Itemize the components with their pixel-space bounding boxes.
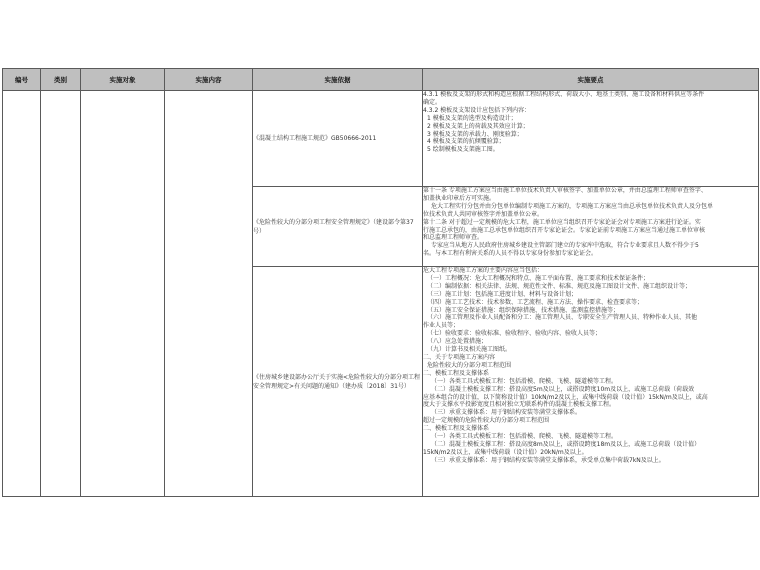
- point-line: 危大工程实行分包并由分包单位编制专项施工方案的，专项施工方案应当由总承包单位技术负责人及分包单: [431, 202, 714, 210]
- point-line: 名。与本工程有利害关系的人员不得以专家身份参加专家论证会。: [423, 250, 598, 258]
- header-content: 实施内容: [165, 69, 253, 91]
- point-line: 2 模板及支架上的荷载及其效应计算；: [427, 122, 529, 130]
- cell-content: [165, 91, 253, 497]
- cell-basis: 《混凝土结构工程施工规范》GB50666-2011: [253, 91, 423, 187]
- cell-basis: 《住房城乡建设部办公厅关于实施<危险性较大的分部分项工程安全管理规定>有关问题的通知》（建办质〔2018〕31号）: [253, 267, 423, 497]
- cell-points: [423, 91, 759, 187]
- point-line: （六）施工管理及作业人员配备和分工：施工管理人员、专职安全生产管理人员、特种作业人员、其他: [427, 314, 698, 322]
- header-points: 实施要点: [423, 69, 759, 91]
- point-line: （三）承重支撑体系：用于钢结构安装等满堂支撑体系，承受单点集中荷载7kN及以上。: [431, 456, 665, 464]
- point-line: 二、模板工程及支撑体系: [423, 369, 490, 377]
- point-line: 1 模板及支架的选型及构造设计；: [427, 114, 517, 122]
- point-line: （五）施工安全保证措施：组织保障措施、技术措施、监测监控措施等；: [427, 306, 620, 314]
- point-line: 位技术负责人共同审核签字并加盖单位公章。: [423, 210, 544, 218]
- point-line: （二）混凝土模板支撑工程：搭设高度5m及以上，或搭设跨度10m及以上，或施工总荷载（荷载效: [431, 385, 695, 393]
- point-line: 度大于支撑水平投影宽度且相对独立无联系构件的混凝土模板支撑工程。: [423, 401, 616, 409]
- point-line: 加盖执业印章后方可实施。: [423, 194, 496, 202]
- point-line: 应基本组合的设计值，以下简称设计值）10kN/m2及以上，或集中线荷载（设计值）15kN/m及以上，或高: [423, 393, 708, 401]
- point-line: 二、模板工程及支撑体系: [423, 425, 490, 433]
- point-line: 4.3.1 模板及支架的形式和构造应根据工程结构形式、荷载大小、地基土类别、施工设备和材料供应等条件: [423, 91, 705, 98]
- table-header-row: [3, 69, 759, 91]
- point-line: （一）各类工具式模板工程：包括滑模、爬模、飞模、隧道模等工程。: [431, 433, 618, 441]
- point-line: 3 模板及支架的承载力、刚度验算；: [427, 130, 523, 138]
- table-row: [3, 91, 759, 187]
- cell-object: [81, 91, 165, 497]
- point-line: 确定。: [423, 98, 442, 106]
- point-line: （九）计算书及相关施工图纸。: [427, 346, 512, 354]
- point-line: 超过一定规模的危险性较大的分部分项工程范围: [423, 417, 550, 425]
- point-line: 4.3.2 模板及支架设计应包括下列内容：: [423, 106, 531, 114]
- point-line: 15kN/m2及以上，或集中线荷载（设计值）20kN/m及以上。: [423, 448, 588, 456]
- header-no: 编号: [3, 69, 41, 91]
- cell-points: [423, 187, 759, 267]
- point-line: 第十二条 对于超过一定规模的危大工程，施工单位应当组织召开专家论证会对专项施工方案进行论证。实: [423, 218, 701, 226]
- point-line: （一）各类工具式模板工程：包括滑模、爬模、飞模、隧道模等工程。: [431, 377, 618, 385]
- point-line: （八）应急处置措施；: [427, 338, 488, 346]
- point-line: 专家应当从地方人民政府住房城乡建设主管部门建立的专家库中选取，符合专业要求且人数不得少于5: [431, 242, 699, 250]
- point-line: 危险性较大的分部分项工程范围: [427, 361, 512, 369]
- cell-category: [41, 91, 81, 497]
- point-line: 和总监理工程师审查。: [423, 234, 484, 242]
- point-line: 危大工程专项施工方案的主要内容应当包括：: [423, 267, 544, 274]
- point-line: 第十一条 专项施工方案应当由施工单位技术负责人审核签字、加盖单位公章，并由总监理工程师审查签字、: [423, 187, 707, 194]
- cell-points: [423, 267, 759, 497]
- point-line: （二）编制依据：相关法律、法规、规范性文件、标准、规范及施工图设计文件、施工组织设计等；: [427, 282, 692, 290]
- header-object: 实施对象: [81, 69, 165, 91]
- point-line: 4 模板及支架的抗倾覆验算；: [427, 138, 505, 146]
- point-line: 二、关于专项施工方案内容: [423, 353, 496, 361]
- header-category: 类别: [41, 69, 81, 91]
- point-line: 行施工总承包的，由施工总承包单位组织召开专家论证会。专家论证前专项施工方案应当通过施工单位审核: [423, 226, 706, 234]
- point-line: 作业人员等；: [423, 322, 460, 330]
- cell-basis: 《危险性较大的分部分项工程安全管理规定》（建设部令第37号）: [253, 187, 423, 267]
- point-line: （三）施工计划：包括施工进度计划、材料与设备计划；: [427, 290, 578, 298]
- point-line: （七）验收要求：验收标准、验收程序、验收内容、验收人员等；: [427, 330, 602, 338]
- implementation-table: [2, 68, 759, 497]
- point-line: （一）工程概况：危大工程概况和特点、施工平面布置、施工要求和技术保证条件；: [427, 274, 650, 282]
- point-line: （二）混凝土模板支撑工程：搭设高度8m及以上，或搭设跨度18m及以上，或施工总荷载（设计值）: [431, 440, 701, 448]
- point-line: 5 绘制模板及支架施工图。: [427, 146, 499, 154]
- header-basis: 实施依据: [253, 69, 423, 91]
- point-line: （三）承重支撑体系：用于钢结构安装等满堂支撑体系。: [431, 409, 582, 417]
- point-line: （四）施工工艺技术：技术参数、工艺流程、施工方法、操作要求、检查要求等；: [427, 298, 644, 306]
- cell-no: [3, 91, 41, 497]
